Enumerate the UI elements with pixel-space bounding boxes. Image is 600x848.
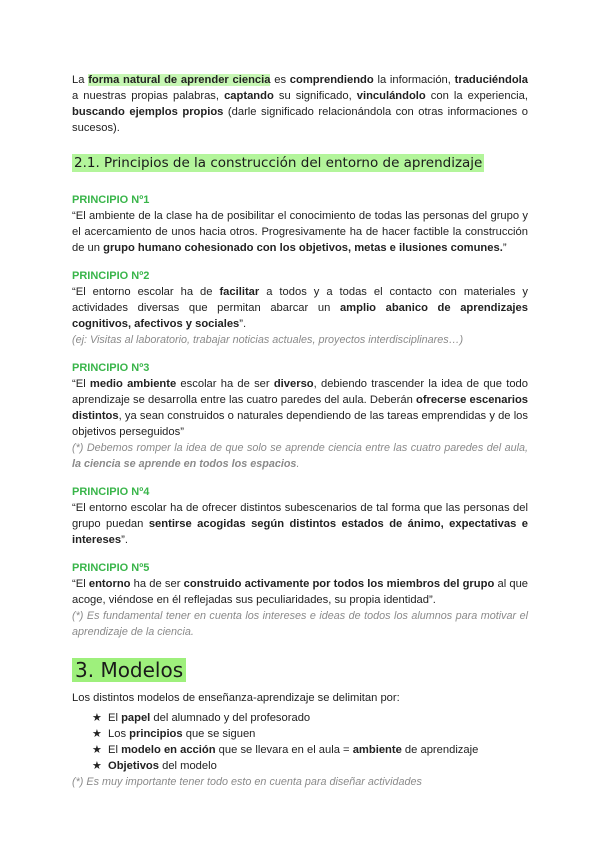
item-bold: ambiente bbox=[352, 744, 402, 756]
principle-4-text bbox=[72, 500, 528, 548]
principle-text: a todos y a todas el contacto con materiales y actividades diversas que permitan abarcar un bbox=[72, 286, 528, 314]
note-text: (*) Debemos romper la idea de que solo se aprende ciencia entre las cuatro paredes del aula, bbox=[72, 442, 528, 454]
principle-text: ” bbox=[502, 242, 507, 254]
models-note: (*) Es muy importante tener todo esto en cuenta para diseñar actividades bbox=[72, 776, 422, 788]
principle-2-title: PRINCIPIO Nº2 bbox=[72, 270, 150, 282]
list-item bbox=[92, 726, 528, 742]
section-heading-3: 3. Modelos bbox=[72, 658, 186, 682]
star-icon: ★ bbox=[92, 728, 103, 740]
list-item-text bbox=[108, 742, 478, 758]
item-text: que se llevara en el aula = bbox=[215, 744, 353, 756]
principle-5-text bbox=[72, 576, 528, 608]
item-bold: modelo en acción bbox=[121, 744, 216, 756]
intro-bold: captando bbox=[224, 90, 274, 102]
principle-text: , ya sean construidos o naturales dependiendo de las tareas emprendidas y de los objetivos perseguidos” bbox=[72, 410, 528, 438]
intro-bold: buscando ejemplos propios bbox=[72, 106, 224, 118]
principle-2-note: (ej: Visitas al laboratorio, trabajar noticias actuales, proyectos interdisciplinares…) bbox=[72, 334, 464, 346]
item-bold: Objetivos bbox=[108, 760, 159, 772]
principle-3-note bbox=[72, 440, 528, 472]
principle-text: escolar ha de ser bbox=[176, 378, 274, 390]
principle-text: “El entorno escolar ha de bbox=[72, 286, 220, 298]
principle-text: al que acoge, viéndose en él reflejadas sus peculiaridades, su propia identidad”. bbox=[72, 578, 529, 606]
item-bold: principios bbox=[129, 728, 183, 740]
item-text: El bbox=[108, 744, 122, 756]
principle-bold: sentirse acogidas según distintos estados de ánimo, expectativas e intereses bbox=[72, 518, 528, 546]
intro-text: a nuestras propias palabras, bbox=[72, 90, 225, 102]
list-item bbox=[92, 758, 528, 774]
item-text: que se siguen bbox=[182, 728, 256, 740]
star-icon: ★ bbox=[92, 712, 103, 724]
intro-bold: vinculándolo bbox=[356, 90, 426, 102]
intro-bold: traduciéndola bbox=[454, 74, 528, 86]
principle-bold: grupo humano cohesionado con los objetivos, metas e ilusiones comunes. bbox=[103, 242, 503, 254]
intro-highlight: forma natural de aprender ciencia bbox=[88, 74, 271, 86]
intro-text: su significado, bbox=[273, 90, 357, 102]
item-bold: papel bbox=[121, 712, 151, 724]
list-item-text bbox=[108, 726, 255, 742]
principle-bold: amplio abanico de aprendizajes cognitivos, afectivos y sociales bbox=[72, 302, 528, 330]
principle-text: ”. bbox=[239, 318, 247, 330]
list-item bbox=[92, 742, 528, 758]
models-list bbox=[72, 710, 528, 774]
note-text: . bbox=[296, 458, 300, 470]
principle-1-text bbox=[72, 208, 528, 256]
page-content bbox=[72, 72, 528, 790]
item-text: de aprendizaje bbox=[401, 744, 479, 756]
intro-text: (darle significado relacionándola con otras informaciones o sucesos). bbox=[72, 106, 528, 134]
principle-bold: facilitar bbox=[219, 286, 260, 298]
principle-3-title: PRINCIPIO Nº3 bbox=[72, 362, 150, 374]
principle-2-text bbox=[72, 284, 528, 332]
item-text: El bbox=[108, 712, 122, 724]
item-text: Los bbox=[108, 728, 130, 740]
principle-text: “El ambiente de la clase ha de posibilitar el conocimiento de todas las personas del grupo y el acercamiento de unos hacia otros. Progresivamente ha de hacer factible la construcción de un bbox=[72, 210, 528, 254]
models-intro: Los distintos modelos de enseñanza-aprendizaje se delimitan por: bbox=[72, 692, 400, 704]
list-item-text bbox=[108, 710, 310, 726]
principle-bold: diverso bbox=[273, 378, 314, 390]
principle-4-title: PRINCIPIO Nº4 bbox=[72, 486, 150, 498]
list-item-text bbox=[108, 758, 217, 774]
star-icon: ★ bbox=[92, 744, 103, 756]
principle-text: , debiendo trascender la idea de que todo aprendizaje se desarrolla entre las cuatro paredes del aula. Deberán bbox=[72, 378, 528, 406]
section-heading-2-1: 2.1. Principios de la construcción del entorno de aprendizaje bbox=[74, 155, 483, 171]
principle-bold: entorno bbox=[88, 578, 131, 590]
intro-text: La bbox=[72, 74, 89, 86]
item-text: del alumnado y del profesorado bbox=[150, 712, 311, 724]
principle-text: ”. bbox=[121, 534, 128, 546]
principle-text: “El bbox=[72, 578, 89, 590]
intro-text: la información, bbox=[373, 74, 455, 86]
principle-bold: construido activamente por todos los miembros del grupo bbox=[183, 578, 495, 590]
principle-3-text bbox=[72, 376, 528, 440]
principle-bold: ofrecerse escenarios distintos bbox=[72, 394, 528, 422]
principle-5-title: PRINCIPIO Nº5 bbox=[72, 562, 150, 574]
intro-paragraph bbox=[72, 72, 528, 136]
principle-text: “El bbox=[72, 378, 90, 390]
note-bold: la ciencia se aprende en todos los espacios bbox=[72, 458, 297, 470]
principle-bold: medio ambiente bbox=[89, 378, 177, 390]
principle-1-title: PRINCIPIO Nº1 bbox=[72, 194, 150, 206]
principle-5-note: (*) Es fundamental tener en cuenta los intereses e ideas de todos los alumnos para motivar el aprendizaje de la ciencia. bbox=[72, 610, 528, 638]
list-item bbox=[92, 710, 528, 726]
star-icon: ★ bbox=[92, 760, 103, 772]
principle-text: ha de ser bbox=[130, 578, 184, 590]
intro-text: con la experiencia, bbox=[425, 90, 528, 102]
intro-bold: comprendiendo bbox=[289, 74, 374, 86]
intro-text: es bbox=[270, 74, 290, 86]
item-text: del modelo bbox=[158, 760, 217, 772]
principle-text: “El entorno escolar ha de ofrecer distintos subescenarios de tal forma que las personas del grupo puedan bbox=[72, 502, 528, 530]
